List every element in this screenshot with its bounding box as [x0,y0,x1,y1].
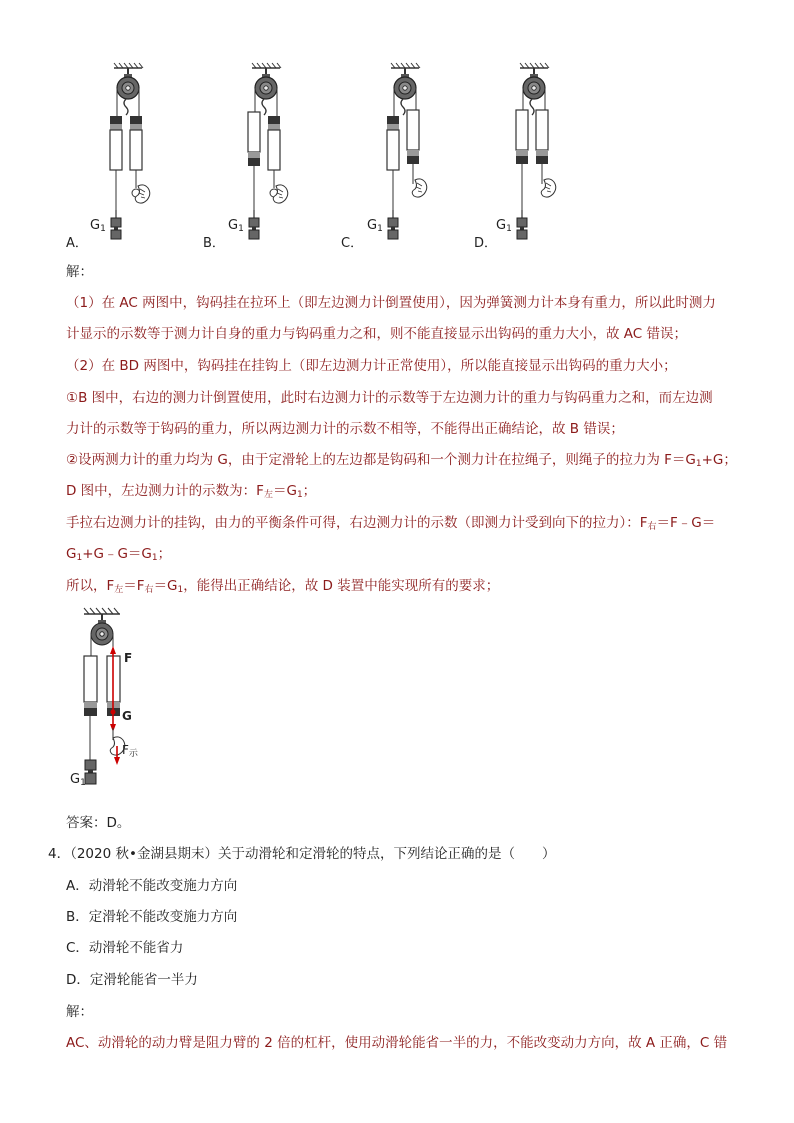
g1-label-a: $G_1$ [90,218,106,234]
option-c-label: C． [341,236,364,251]
figure-b [248,63,288,239]
question4-option-c: C．动滑轮不能省力 [66,940,184,956]
solution-p6: 手拉右边测力计的挂钩，由力的平衡条件可得，右边测力计的示数（即测力计受到向下的拉力）：$F_右=F﹣G=$ [66,515,716,532]
solution-p2: （2）在 BD 两图中，钩码挂在挂钩上（即左边测力计正常使用），所以能直接显示出钩码的重力大小； [66,358,677,374]
option-b-label: B． [203,236,225,251]
g1-label-c: $G_1$ [367,218,383,234]
solution-p1b: 计显示的示数等于测力计自身的重力与钩码重力之和，则不能直接显示出钩码的重力大小，故 AC 错误； [66,326,688,342]
solution-heading: 解： [66,264,93,280]
detail-g1-label: $G_1$ [70,772,86,788]
solution-p8: 所以，$F_左=F_右=G_1$，能得出正确结论，故 D 装置中能实现所有的要求； [66,578,500,595]
solution-p4: ②设两测力计的重力均为 G，由于定滑轮上的左边都是钩码和一个测力计在拉绳子，则绳子的拉力为 $F=G_1+G$； [66,452,737,469]
option-d-label: D． [474,236,498,251]
solution-p5: D 图中，左边测力计的示数为：$F_左=G_1$； [66,483,317,500]
question4-solution-line1: AC、动滑轮的动力臂是阻力臂的 2 倍的杠杆，使用动滑轮能省一半的力，不能改变动力方向，故 A 正确，C 错 [66,1035,728,1051]
solution-p3b: 力计的示数等于钩码的重力，所以两边测力计的示数不相等，不能得出正确结论，故 B 错误； [66,421,624,437]
answer-line: 答案：D。 [66,815,131,831]
question4-option-b: B．定滑轮不能改变施力方向 [66,909,238,925]
solution-p7: $G_1+G﹣G=G_1$； [66,546,172,563]
detail-g-label: G [122,709,132,723]
question4-stem: 4．（2020 秋•金湖县期末）关于动滑轮和定滑轮的特点，下列结论正确的是（ ） [48,846,556,862]
solution-p3: ①B 图中，右边的测力计倒置使用，此时右边测力计的示数等于左边测力计的重力与钩码重力之和，而左边测 [66,390,713,406]
detail-f-label: F [124,651,133,665]
figure-d [516,63,556,239]
solution-p1: （1）在 AC 两图中，钩码挂在拉环上（即左边测力计倒置使用），因为弹簧测力计本身有重力，所以此时测力 [66,295,716,311]
option-a-label: A． [66,236,88,251]
question4-option-a: A．动滑轮不能改变施力方向 [66,878,238,894]
question4-solution-heading: 解： [66,1004,93,1020]
g1-label-d: $G_1$ [496,218,512,234]
figure-a [110,63,150,239]
pulley-figures [0,0,794,265]
question4-option-d: D．定滑轮能省一半力 [66,972,198,988]
detail-fshow-label: $F_示$ [122,743,138,759]
figure-c [387,63,427,239]
g1-label-b: $G_1$ [228,218,244,234]
